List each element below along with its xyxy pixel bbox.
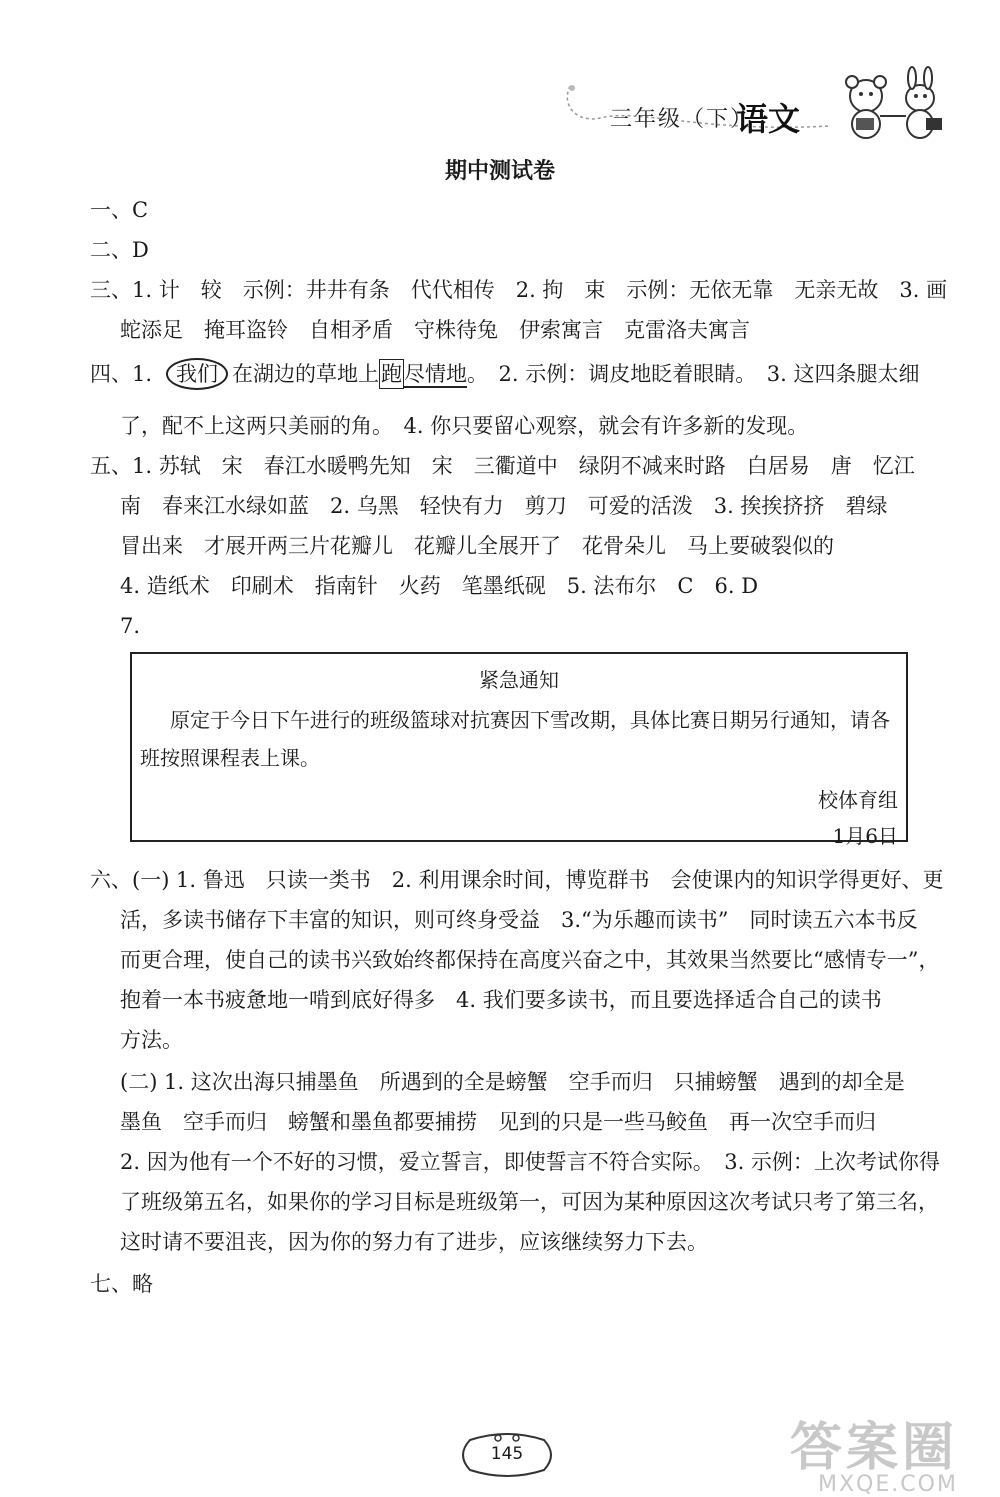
- answer-line: 蛇添足 掩耳盗铃 自相矛盾 守株待兔 伊索寓言 克雷洛夫寓言: [120, 318, 750, 342]
- answer-line: 4. 造纸术 印刷术 指南针 火药 笔墨纸砚 5. 法布尔 C 6. D: [120, 574, 759, 598]
- page-title: 期中测试卷: [444, 159, 555, 184]
- watermark-sub: MXQE.COM: [818, 1472, 958, 1497]
- answer-line: 六、(一) 1. 鲁迅 只读一类书 2. 利用课余时间，博览群书 会使课内的知识学得更好、更: [90, 868, 944, 892]
- answer-line: 一、C: [90, 198, 149, 222]
- answer-line: 7.: [120, 614, 141, 638]
- answer-line: 这时请不要沮丧，因为你的努力有了进步，应该继续努力下去。: [120, 1230, 708, 1254]
- page-header: [560, 78, 970, 148]
- notice-title: 紧急通知: [479, 668, 559, 692]
- answer-line: 活，多读书储存下丰富的知识，则可终身受益 3.“为乐趣而读书” 同时读五六本书反: [120, 908, 918, 932]
- answer-line: 三、1. 计 较 示例：井井有条 代代相传 2. 拘 束 示例：无依无靠 无亲无故 3. 画: [90, 278, 948, 302]
- bear-and-rabbit-mascot-icon: [828, 66, 958, 146]
- subject-label: 语文: [736, 100, 801, 138]
- answer-line: 方法。: [120, 1028, 183, 1052]
- watermark-main: 答案圈: [790, 1418, 959, 1478]
- answer-line: 七、略: [90, 1272, 153, 1296]
- q4-prefix: 四、1.: [90, 362, 153, 386]
- circled-word: 我们: [166, 358, 228, 390]
- answer-line: 了班级第五名，如果你的学习目标是班级第一，可因为某种原因这次考试只考了第三名，: [120, 1190, 939, 1214]
- boxed-word: 跑: [379, 359, 404, 389]
- underlined-word: 尽情地: [404, 362, 468, 386]
- urgent-notice-box: [130, 652, 908, 848]
- notice-date: 1月6日: [832, 824, 898, 848]
- page-number: [452, 1430, 562, 1480]
- watermark: [790, 1405, 958, 1497]
- page-number-text: 145: [490, 1444, 524, 1464]
- answer-line: 墨鱼 空手而归 螃蟹和墨鱼都要捕捞 见到的只是一些马鲛鱼 再一次空手而归: [120, 1110, 876, 1134]
- answer-line: 2. 因为他有一个不好的习惯，爱立誓言，即使誓言不符合实际。 3. 示例：上次考试你得: [120, 1150, 940, 1174]
- answer-line: 冒出来 才展开两三片花瓣儿 花瓣儿全展开了 花骨朵儿 马上要破裂似的: [120, 534, 834, 558]
- notice-body: 班按照课程表上课。: [140, 746, 320, 770]
- answer-line: 而更合理，使自己的读书兴致始终都保持在高度兴奋之中，其效果当然要比“感情专一”，: [120, 948, 940, 972]
- notice-body: 原定于今日下午进行的班级篮球对抗赛因下雪改期，具体比赛日期另行通知，请各: [170, 708, 890, 732]
- notice-signature: 校体育组: [818, 788, 898, 812]
- answer-line: 南 春来江水绿如蓝 2. 乌黑 轻快有力 剪刀 可爱的活泼 3. 挨挨挤挤 碧绿: [120, 494, 888, 518]
- answer-line: (二) 1. 这次出海只捕墨鱼 所遇到的全是螃蟹 空手而归 只捕螃蟹 遇到的却全是: [120, 1070, 905, 1094]
- q4-rest: 。 2. 示例：调皮地眨着眼睛。 3. 这四条腿太细: [467, 362, 920, 386]
- answer-line: 五、1. 苏轼 宋 春江水暖鸭先知 宋 三衢道中 绿阴不减来时路 白居易 唐 忆江: [90, 454, 915, 478]
- q4-mid: 在湖边的草地上: [232, 362, 380, 386]
- answer-line-q4: [90, 358, 919, 390]
- answer-line: 了，配不上这两只美丽的角。 4. 你只要留心观察，就会有许多新的发现。: [120, 414, 809, 438]
- answer-line: 二、D: [90, 238, 149, 262]
- answer-line: 抱着一本书疲惫地一啃到底好得多 4. 我们要多读书，而且要选择适合自己的读书: [120, 988, 882, 1012]
- grade-label: 三年级（下）: [610, 107, 755, 132]
